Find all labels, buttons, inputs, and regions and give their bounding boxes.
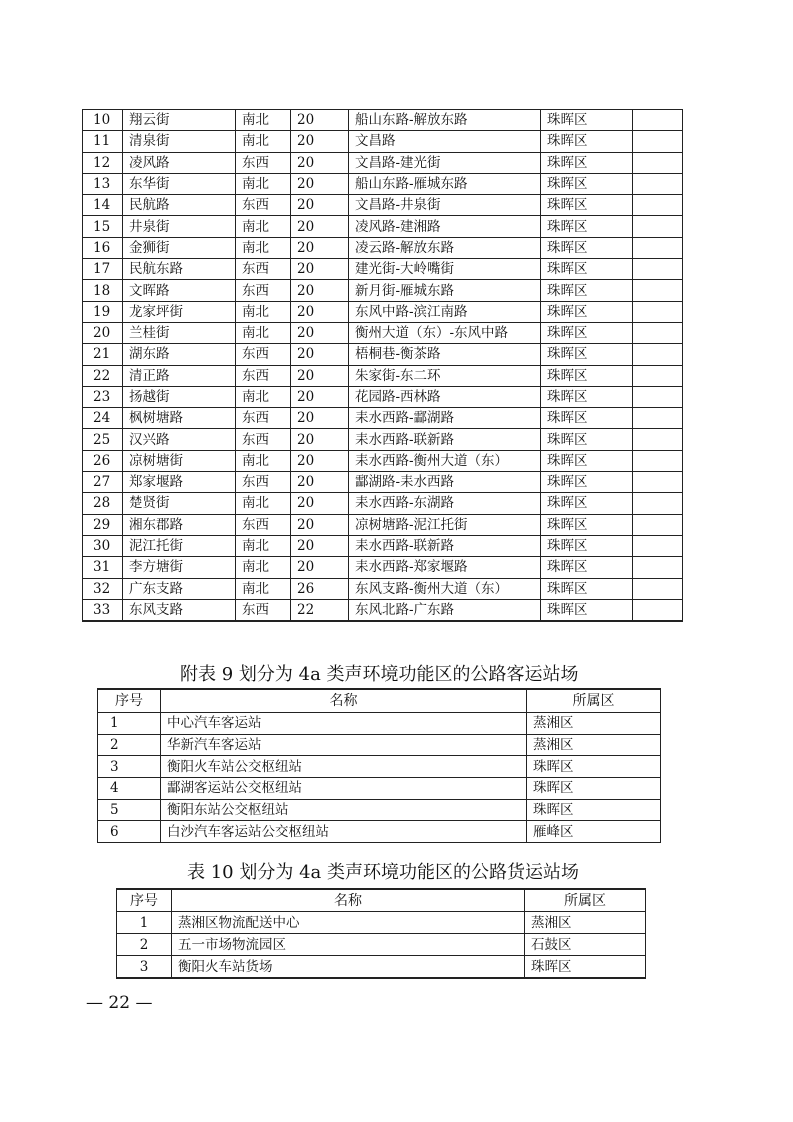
road-name: 泥江托街: [123, 535, 236, 556]
empty-cell: [633, 259, 683, 280]
road-district: 珠晖区: [541, 599, 633, 621]
table-row: [117, 934, 646, 956]
table-row: [83, 386, 683, 407]
table-row: [83, 557, 683, 578]
empty-cell: [633, 322, 683, 343]
table-row: [83, 322, 683, 343]
road-district: 珠晖区: [541, 259, 633, 280]
road-width: 20: [291, 237, 349, 258]
road-width: 20: [291, 195, 349, 216]
empty-cell: [633, 152, 683, 173]
road-section: 东风中路-滨江南路: [349, 301, 541, 322]
road-name: 李方塘街: [123, 557, 236, 578]
road-section: 朱家街-东二环: [349, 365, 541, 386]
road-section: 建光街-大岭嘴街: [349, 259, 541, 280]
row-number: 18: [83, 280, 123, 301]
road-district: 珠晖区: [541, 557, 633, 578]
table-row: [83, 259, 683, 280]
road-name: 郑家堰路: [123, 472, 236, 493]
table-row: [83, 429, 683, 450]
row-number: 12: [83, 152, 123, 173]
road-direction: 东西: [236, 344, 291, 365]
row-number: 1: [117, 912, 172, 934]
road-width: 20: [291, 429, 349, 450]
road-width: 20: [291, 450, 349, 471]
table-row: [83, 152, 683, 173]
road-district: 珠晖区: [541, 110, 633, 131]
table-row: [117, 956, 646, 979]
road-district: 珠晖区: [541, 280, 633, 301]
page-number: — 22 —: [86, 993, 153, 1013]
empty-cell: [633, 173, 683, 194]
table-row: [98, 778, 661, 800]
road-section: 文昌路-建光街: [349, 152, 541, 173]
row-number: 19: [83, 301, 123, 322]
road-section: 衡州大道（东）-东风中路: [349, 322, 541, 343]
table-row: [83, 173, 683, 194]
table-header-row: [117, 889, 646, 912]
road-width: 20: [291, 472, 349, 493]
table-row: [83, 237, 683, 258]
road-district: 珠晖区: [541, 493, 633, 514]
table10-caption: 表 10 划分为 4a 类声环境功能区的公路货运站场: [187, 862, 579, 883]
road-section: 耒水西路-联新路: [349, 535, 541, 556]
empty-cell: [633, 365, 683, 386]
station-district: 珠晖区: [527, 799, 661, 821]
road-name: 汉兴路: [123, 429, 236, 450]
row-number: 1: [98, 713, 161, 735]
empty-cell: [633, 599, 683, 621]
table-row: [83, 216, 683, 237]
road-section: 凉树塘路-泥江托街: [349, 514, 541, 535]
row-number: 33: [83, 599, 123, 621]
station-name: 衡阳东站公交枢纽站: [161, 799, 527, 821]
road-section: 耒水西路-酃湖路: [349, 408, 541, 429]
road-name: 东华街: [123, 173, 236, 194]
road-direction: 南北: [236, 301, 291, 322]
table-row: [83, 408, 683, 429]
empty-cell: [633, 535, 683, 556]
road-width: 20: [291, 280, 349, 301]
empty-cell: [633, 472, 683, 493]
row-number: 22: [83, 365, 123, 386]
road-name: 广东支路: [123, 578, 236, 599]
table9-caption: 附表 9 划分为 4a 类声环境功能区的公路客运站场: [180, 664, 579, 685]
empty-cell: [633, 450, 683, 471]
road-direction: 南北: [236, 237, 291, 258]
table-row: [83, 514, 683, 535]
table-row: [83, 472, 683, 493]
header-name: 名称: [172, 889, 525, 912]
table-row: [98, 713, 661, 735]
passenger-stations-table: [97, 688, 661, 843]
station-district: 蒸湘区: [527, 713, 661, 735]
station-name: 蒸湘区物流配送中心: [172, 912, 525, 934]
table-row: [83, 110, 683, 131]
row-number: 13: [83, 173, 123, 194]
row-number: 23: [83, 386, 123, 407]
row-number: 27: [83, 472, 123, 493]
row-number: 3: [98, 756, 161, 778]
road-name: 清正路: [123, 365, 236, 386]
road-width: 20: [291, 535, 349, 556]
row-number: 17: [83, 259, 123, 280]
empty-cell: [633, 216, 683, 237]
row-number: 11: [83, 131, 123, 152]
road-district: 珠晖区: [541, 408, 633, 429]
road-width: 20: [291, 365, 349, 386]
header-no: 序号: [98, 689, 161, 713]
empty-cell: [633, 578, 683, 599]
road-width: 20: [291, 259, 349, 280]
roads-table-body: [83, 110, 683, 622]
row-number: 29: [83, 514, 123, 535]
row-number: 24: [83, 408, 123, 429]
road-width: 20: [291, 344, 349, 365]
road-direction: 南北: [236, 535, 291, 556]
row-number: 31: [83, 557, 123, 578]
table-row: [83, 493, 683, 514]
table-row: [83, 280, 683, 301]
road-direction: 南北: [236, 131, 291, 152]
road-district: 珠晖区: [541, 429, 633, 450]
road-width: 20: [291, 110, 349, 131]
row-number: 10: [83, 110, 123, 131]
table-header-row: [98, 689, 661, 713]
row-number: 2: [98, 734, 161, 756]
road-section: 新月街-雁城东路: [349, 280, 541, 301]
road-direction: 东西: [236, 280, 291, 301]
header-district: 所属区: [527, 689, 661, 713]
header-name: 名称: [161, 689, 527, 713]
road-width: 20: [291, 216, 349, 237]
empty-cell: [633, 195, 683, 216]
road-width: 20: [291, 301, 349, 322]
road-width: 20: [291, 322, 349, 343]
road-name: 兰桂街: [123, 322, 236, 343]
row-number: 25: [83, 429, 123, 450]
road-section: 梧桐巷-衡茶路: [349, 344, 541, 365]
row-number: 15: [83, 216, 123, 237]
road-name: 民航路: [123, 195, 236, 216]
road-direction: 南北: [236, 557, 291, 578]
road-district: 珠晖区: [541, 514, 633, 535]
row-number: 21: [83, 344, 123, 365]
road-direction: 南北: [236, 578, 291, 599]
road-district: 珠晖区: [541, 578, 633, 599]
road-section: 东风支路-衡州大道（东）: [349, 578, 541, 599]
table-row: [98, 821, 661, 843]
row-number: 26: [83, 450, 123, 471]
road-width: 20: [291, 131, 349, 152]
road-section: 耒水西路-衡州大道（东）: [349, 450, 541, 471]
road-direction: 南北: [236, 110, 291, 131]
road-district: 珠晖区: [541, 173, 633, 194]
road-width: 20: [291, 514, 349, 535]
road-name: 井泉街: [123, 216, 236, 237]
row-number: 32: [83, 578, 123, 599]
road-direction: 东西: [236, 599, 291, 621]
road-district: 珠晖区: [541, 322, 633, 343]
row-number: 16: [83, 237, 123, 258]
table-row: [98, 734, 661, 756]
table-row: [83, 131, 683, 152]
road-width: 20: [291, 152, 349, 173]
row-number: 3: [117, 956, 172, 979]
road-section: 文昌路-井泉街: [349, 195, 541, 216]
road-direction: 东西: [236, 152, 291, 173]
road-section: 耒水西路-联新路: [349, 429, 541, 450]
table-row: [83, 344, 683, 365]
road-name: 楚贤街: [123, 493, 236, 514]
empty-cell: [633, 237, 683, 258]
header-district: 所属区: [525, 889, 646, 912]
road-section: 文昌路: [349, 131, 541, 152]
road-name: 枫树塘路: [123, 408, 236, 429]
empty-cell: [633, 429, 683, 450]
road-name: 凉树塘街: [123, 450, 236, 471]
road-name: 东风支路: [123, 599, 236, 621]
road-name: 金狮街: [123, 237, 236, 258]
empty-cell: [633, 514, 683, 535]
table-row: [83, 450, 683, 471]
road-district: 珠晖区: [541, 195, 633, 216]
road-section: 耒水西路-东湖路: [349, 493, 541, 514]
empty-cell: [633, 131, 683, 152]
road-section: 凌云路-解放东路: [349, 237, 541, 258]
road-width: 20: [291, 557, 349, 578]
empty-cell: [633, 408, 683, 429]
empty-cell: [633, 280, 683, 301]
road-name: 文晖路: [123, 280, 236, 301]
station-name: 华新汽车客运站: [161, 734, 527, 756]
table-row: [83, 301, 683, 322]
station-district: 蒸湘区: [525, 912, 646, 934]
table-row: [83, 578, 683, 599]
row-number: 5: [98, 799, 161, 821]
road-width: 26: [291, 578, 349, 599]
row-number: 4: [98, 778, 161, 800]
row-number: 28: [83, 493, 123, 514]
road-district: 珠晖区: [541, 216, 633, 237]
road-direction: 东西: [236, 195, 291, 216]
station-name: 衡阳火车站货场: [172, 956, 525, 979]
row-number: 6: [98, 821, 161, 843]
road-direction: 东西: [236, 472, 291, 493]
road-district: 珠晖区: [541, 472, 633, 493]
road-direction: 南北: [236, 216, 291, 237]
empty-cell: [633, 493, 683, 514]
freight-stations-table: [116, 888, 646, 979]
road-district: 珠晖区: [541, 365, 633, 386]
empty-cell: [633, 344, 683, 365]
table-row: [83, 195, 683, 216]
road-section: 凌风路-建湘路: [349, 216, 541, 237]
station-name: 白沙汽车客运站公交枢纽站: [161, 821, 527, 843]
station-district: 珠晖区: [527, 778, 661, 800]
table-row: [83, 535, 683, 556]
station-district: 珠晖区: [527, 756, 661, 778]
road-direction: 南北: [236, 322, 291, 343]
header-no: 序号: [117, 889, 172, 912]
freight-stations-body: [117, 889, 646, 978]
road-direction: 南北: [236, 173, 291, 194]
road-direction: 南北: [236, 493, 291, 514]
table-row: [117, 912, 646, 934]
road-section: 船山东路-雁城东路: [349, 173, 541, 194]
road-name: 翔云街: [123, 110, 236, 131]
road-district: 珠晖区: [541, 535, 633, 556]
station-name: 酃湖客运站公交枢纽站: [161, 778, 527, 800]
road-width: 20: [291, 408, 349, 429]
empty-cell: [633, 110, 683, 131]
road-district: 珠晖区: [541, 131, 633, 152]
row-number: 14: [83, 195, 123, 216]
table-row: [98, 756, 661, 778]
road-district: 珠晖区: [541, 450, 633, 471]
road-width: 20: [291, 493, 349, 514]
table-row: [98, 799, 661, 821]
road-section: 酃湖路-耒水西路: [349, 472, 541, 493]
road-name: 民航东路: [123, 259, 236, 280]
road-name: 凌风路: [123, 152, 236, 173]
road-section: 船山东路-解放东路: [349, 110, 541, 131]
roads-table: [82, 109, 683, 622]
road-district: 珠晖区: [541, 386, 633, 407]
road-section: 耒水西路-郑家堰路: [349, 557, 541, 578]
road-width: 20: [291, 386, 349, 407]
station-district: 石鼓区: [525, 934, 646, 956]
road-name: 龙家坪街: [123, 301, 236, 322]
passenger-stations-body: [98, 689, 661, 843]
road-direction: 东西: [236, 408, 291, 429]
road-direction: 东西: [236, 514, 291, 535]
road-width: 20: [291, 173, 349, 194]
table-row: [83, 599, 683, 621]
road-section: 花园路-西林路: [349, 386, 541, 407]
station-name: 衡阳火车站公交枢纽站: [161, 756, 527, 778]
road-direction: 东西: [236, 365, 291, 386]
road-direction: 东西: [236, 429, 291, 450]
station-district: 雁峰区: [527, 821, 661, 843]
road-district: 珠晖区: [541, 301, 633, 322]
road-direction: 东西: [236, 259, 291, 280]
road-name: 湘东郡路: [123, 514, 236, 535]
road-district: 珠晖区: [541, 344, 633, 365]
row-number: 2: [117, 934, 172, 956]
road-district: 珠晖区: [541, 237, 633, 258]
row-number: 20: [83, 322, 123, 343]
road-district: 珠晖区: [541, 152, 633, 173]
station-name: 中心汽车客运站: [161, 713, 527, 735]
road-name: 扬越街: [123, 386, 236, 407]
road-name: 清泉街: [123, 131, 236, 152]
road-section: 东风北路-广东路: [349, 599, 541, 621]
road-width: 22: [291, 599, 349, 621]
station-name: 五一市场物流园区: [172, 934, 525, 956]
station-district: 珠晖区: [525, 956, 646, 979]
empty-cell: [633, 301, 683, 322]
table-row: [83, 365, 683, 386]
row-number: 30: [83, 535, 123, 556]
empty-cell: [633, 386, 683, 407]
road-name: 湖东路: [123, 344, 236, 365]
road-direction: 南北: [236, 386, 291, 407]
station-district: 蒸湘区: [527, 734, 661, 756]
road-direction: 南北: [236, 450, 291, 471]
empty-cell: [633, 557, 683, 578]
